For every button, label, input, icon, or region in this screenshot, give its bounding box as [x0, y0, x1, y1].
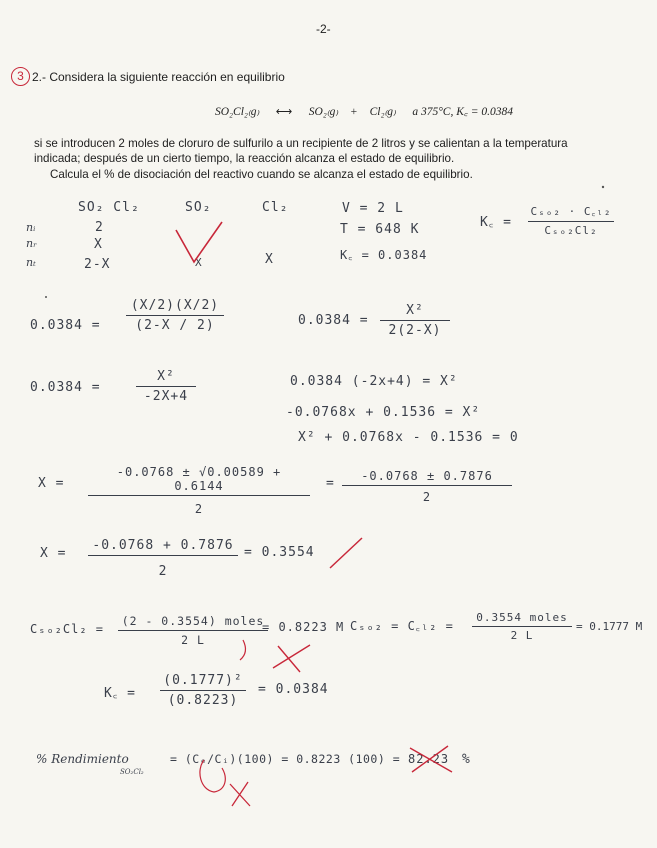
denominator: 2 L [181, 633, 205, 647]
checkmark-icon [330, 538, 362, 568]
checkmark-icon [176, 222, 222, 262]
row-label-reacted: nᵣ [26, 237, 37, 250]
rendimiento-subscript: SO₂Cl₂ [120, 768, 144, 776]
kc-denominator: Cₛₒ₂Cl₂ [544, 224, 598, 237]
denominator: (0.8223) [167, 693, 239, 708]
c-so2-left: Cₛₒ₂ = C꜀ₗ₂ = [350, 619, 454, 633]
problem-title: 2.- Considera la siguiente reacción en equilibrio [32, 70, 285, 84]
work-line1-mid: 0.0384 = [298, 313, 369, 328]
rendimiento-result: 82.23 [408, 752, 450, 766]
cross-mark-icon [230, 782, 250, 806]
work-line3: -0.0768x + 0.1536 = X² [286, 405, 481, 420]
c-so2cl2-left: Cₛₒ₂Cl₂ = [30, 622, 105, 636]
numerator: X² [157, 369, 175, 384]
denominator: 2 [158, 564, 168, 579]
statement-line-2: indicada; después de un cierto tiempo, la reacción alcanza el estado de equilibrio. [34, 152, 455, 165]
circle-mark-icon [200, 760, 225, 792]
work-line1-left: 0.0384 = [30, 318, 101, 333]
product-so2: SO₂₍g₎ [308, 106, 339, 118]
denominator: 2 [422, 490, 432, 504]
x-left: X = [40, 546, 67, 561]
ink-dot [602, 186, 604, 188]
c-so2-result: = 0.1777 M [576, 620, 643, 633]
statement-line-1: si se introducen 2 moles de cloruro de sulfurilo a un recipiente de 2 litros y se calientan a la temperatura [34, 137, 568, 150]
table-cell: 2-X [84, 257, 111, 272]
kc-expression-lhs: K꜀ = [480, 215, 512, 230]
cross-mark-icon [273, 645, 310, 672]
rendimiento-expression: = (Cₑ/Cᵢ)(100) = 0.8223 (100) = [170, 752, 401, 766]
kc-numerator: Cₛₒ₂ · C꜀ₗ₂ [530, 205, 612, 218]
numerator: 0.3554 moles [476, 611, 568, 624]
denominator: -2X+4 [143, 389, 189, 404]
table-cell: X [265, 252, 274, 267]
grade-mark: 3 [11, 67, 30, 86]
work-line2-right: 0.0384 (-2x+4) = X² [290, 374, 458, 389]
numerator: (X/2)(X/2) [130, 298, 220, 313]
table-header-so2: SO₂ [185, 200, 212, 215]
numerator: -0.0768 ± 0.7876 [361, 469, 493, 483]
statement-line-3: Calcula el % de disociación del reactivo cuando se alcanza el estado de equilibrio. [50, 168, 473, 181]
percent-sign: % [462, 752, 471, 767]
table-cell: X [195, 256, 203, 269]
denominator: (2-X / 2) [135, 318, 215, 333]
given-temperature: T = 648 K [340, 222, 420, 237]
kc-check-result: = 0.0384 [258, 682, 329, 697]
quadratic-left: X = [38, 476, 65, 491]
x-result: = 0.3554 [244, 545, 315, 560]
numerator: -0.0768 + 0.7876 [92, 538, 234, 553]
reaction-conditions: a 375°C, K꜀ = 0.0384 [412, 106, 513, 118]
given-volume: V = 2 L [342, 201, 404, 216]
row-label-total: nₜ [26, 256, 36, 269]
denominator: 2 [194, 502, 204, 516]
table-cell: X [94, 237, 103, 252]
work-line2-left: 0.0384 = [30, 380, 101, 395]
numerator: -0.0768 ± √0.00589 + 0.6144 [116, 465, 282, 493]
table-header-cl2: Cl₂ [262, 200, 289, 215]
numerator: (0.1777)² [163, 673, 243, 688]
ink-dot [45, 296, 47, 298]
kc-check-left: K꜀ = [104, 686, 136, 701]
denominator: 2(2-X) [388, 323, 442, 338]
row-label-initial: nᵢ [26, 221, 36, 234]
work-line4: X² + 0.0768x - 0.1536 = 0 [298, 430, 519, 445]
table-cell: 2 [95, 220, 104, 235]
plus-sign: + [350, 106, 358, 118]
given-kc: K꜀ = 0.0384 [340, 248, 428, 262]
denominator: 2 L [510, 629, 534, 642]
c-so2cl2-result: = 0.8223 M [262, 620, 345, 634]
quadratic-equals: = [326, 476, 335, 491]
page-number: -2- [316, 22, 331, 36]
reactant: SO₂Cl₂₍g₎ [215, 106, 260, 118]
cross-mark-icon [410, 746, 452, 772]
arrow-mark-icon [240, 640, 245, 660]
rendimiento-label: % Rendimiento [36, 752, 129, 766]
product-cl2: Cl₂₍g₎ [369, 106, 396, 118]
numerator: (2 - 0.3554) moles [121, 614, 265, 628]
table-header-so2cl2: SO₂ Cl₂ [78, 200, 140, 215]
equilibrium-arrow-icon: ⟷ [275, 106, 293, 118]
numerator: X² [406, 303, 424, 318]
